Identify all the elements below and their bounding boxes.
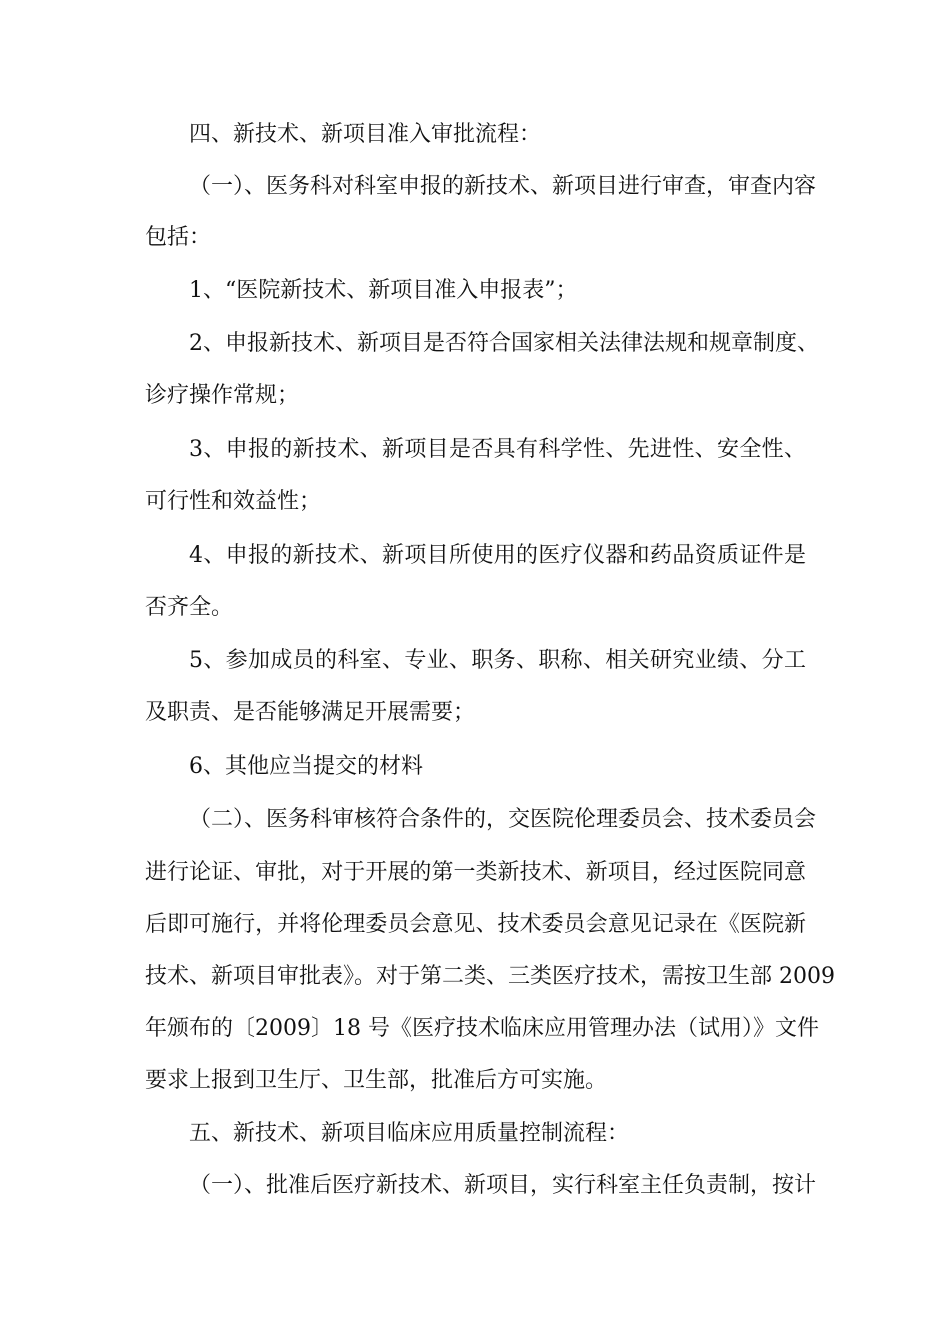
paragraph-line: 后即可施行，并将伦理委员会意见、技术委员会意见记录在《医院新 <box>145 912 806 937</box>
list-item-5: 5、参加成员的科室、专业、职务、职称、相关研究业绩、分工 <box>189 648 806 673</box>
section-heading-4: 四、新技术、新项目准入审批流程： <box>189 122 542 147</box>
paragraph-line: （二）、医务科审核符合条件的，交医院伦理委员会、技术委员会 <box>189 807 817 832</box>
paragraph-line: 年颁布的〔2009〕18 号《医疗技术临床应用管理办法（试用）》文件 <box>145 1016 819 1041</box>
list-item-3: 3、申报的新技术、新项目是否具有科学性、先进性、安全性、 <box>189 437 806 462</box>
paragraph-line: （一）、医务科对科室申报的新技术、新项目进行审查，审查内容 <box>189 174 817 199</box>
paragraph-line: 技术、新项目审批表》。对于第二类、三类医疗技术，需按卫生部 2009 <box>145 964 835 989</box>
list-item-4: 4、申报的新技术、新项目所使用的医疗仪器和药品资质证件是 <box>189 543 806 568</box>
paragraph-line: 进行论证、审批，对于开展的第一类新技术、新项目，经过医院同意 <box>145 860 806 885</box>
list-item-2: 2、申报新技术、新项目是否符合国家相关法律法规和规章制度、 <box>189 331 819 356</box>
paragraph-line: 包括： <box>145 225 212 250</box>
paragraph-line: 要求上报到卫生厅、卫生部，批准后方可实施。 <box>145 1068 608 1093</box>
list-item-6: 6、其他应当提交的材料 <box>189 754 423 779</box>
paragraph-line: 及职责、是否能够满足开展需要； <box>145 700 476 725</box>
section-heading-5: 五、新技术、新项目临床应用质量控制流程： <box>189 1121 630 1146</box>
paragraph-line: （一）、批准后医疗新技术、新项目，实行科室主任负责制，按计 <box>189 1173 817 1198</box>
paragraph-line: 否齐全。 <box>145 595 234 620</box>
paragraph-line: 诊疗操作常规； <box>145 383 300 408</box>
list-item-1: 1、“医院新技术、新项目准入申报表”； <box>189 278 578 303</box>
paragraph-line: 可行性和效益性； <box>145 489 322 514</box>
